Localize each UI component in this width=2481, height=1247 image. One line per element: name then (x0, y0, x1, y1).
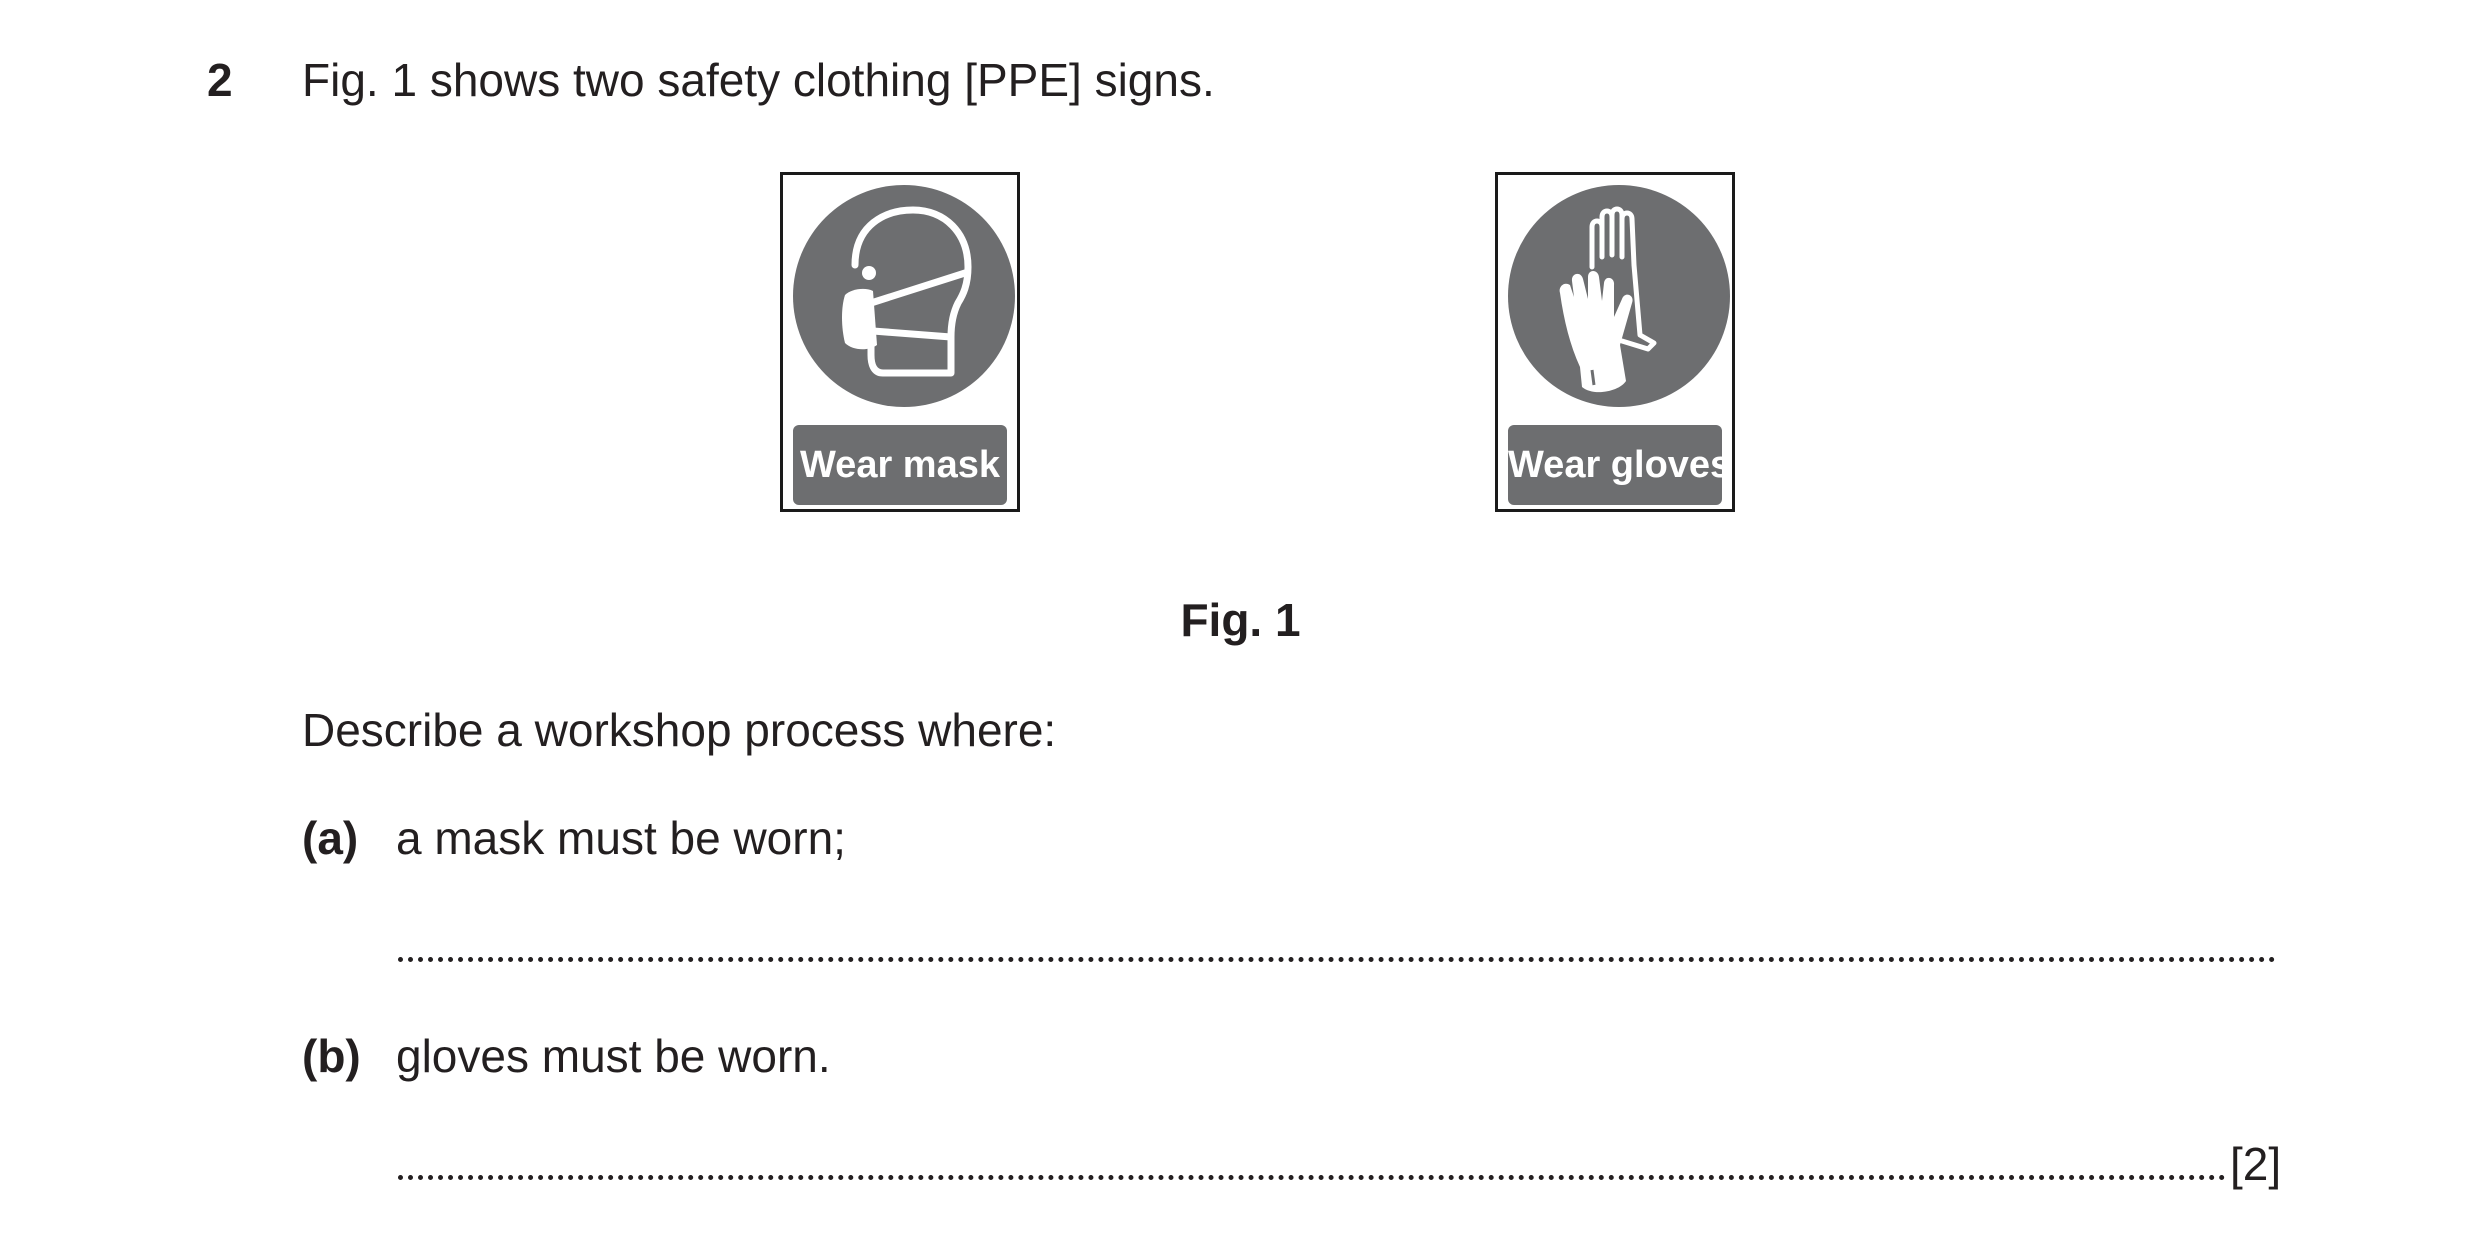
part-b-label: (b) (302, 1030, 361, 1082)
question-instruction: Describe a workshop process where: (302, 704, 1057, 756)
mask-icon (793, 185, 1015, 407)
answer-line-b[interactable] (398, 1169, 2226, 1180)
wear-gloves-sign (1495, 172, 1735, 512)
wear-gloves-label: Wear gloves (1508, 425, 1722, 505)
wear-mask-sign (780, 172, 1020, 512)
part-a-label: (a) (302, 812, 359, 864)
marks-allocation: [2] (2230, 1138, 2282, 1190)
question-stem: Fig. 1 shows two safety clothing [PPE] signs. (302, 54, 1215, 106)
wear-mask-label: Wear mask (793, 425, 1007, 505)
answer-line-a[interactable] (398, 951, 2276, 962)
part-a-text: a mask must be worn; (396, 812, 846, 864)
gloves-icon (1508, 185, 1730, 407)
part-b-text: gloves must be worn. (396, 1030, 831, 1082)
question-number: 2 (207, 54, 233, 106)
figure-caption: Fig. 1 (1180, 594, 1301, 646)
